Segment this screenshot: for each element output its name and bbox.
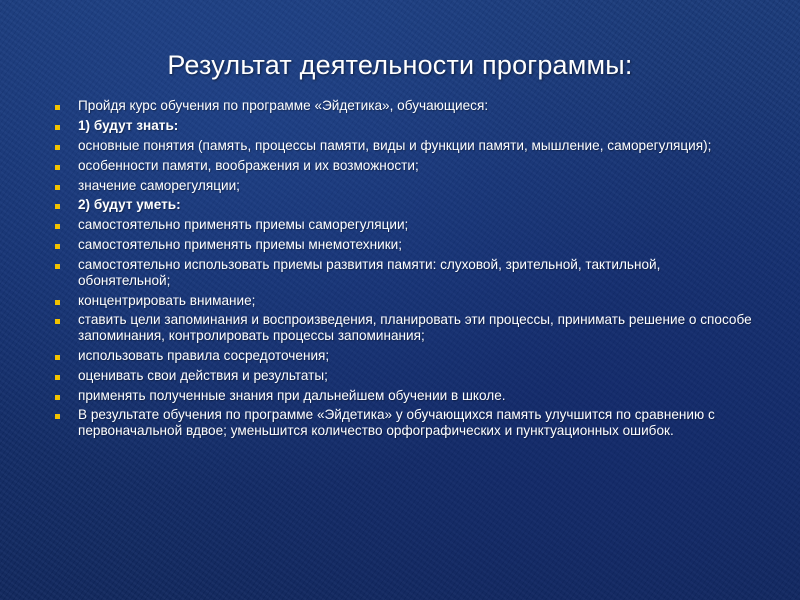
list-item [54, 178, 754, 194]
bullet-icon [55, 355, 60, 360]
list-item-text: ставить цели запоминания и воспроизведения, планировать эти процессы, принимать решение о способе запоминания, контролировать процессы запоминания; [78, 312, 752, 343]
bullet-icon [55, 264, 60, 269]
list-item-text: самостоятельно использовать приемы развития памяти: слуховой, зрительной, тактильной, обонятельной; [78, 257, 661, 288]
list-item-text: Пройдя курс обучения по программе «Эйдетика», обучающиеся: [78, 98, 489, 113]
list-item [54, 388, 754, 404]
list-item [54, 348, 754, 364]
list-item [54, 217, 754, 233]
list-item [54, 237, 754, 253]
bullet-icon [55, 244, 60, 249]
list-item-text: оценивать свои действия и результаты; [78, 367, 328, 383]
list-item-text: особенности памяти, воображения и их возможности; [78, 157, 419, 173]
list-item [54, 293, 754, 309]
list-item-text: концентрировать внимание; [78, 292, 256, 308]
list-item-text: использовать правила сосредоточения; [78, 347, 330, 363]
bullet-icon [55, 375, 60, 380]
bullet-icon [55, 224, 60, 229]
list-item-text: самостоятельно применять приемы саморегуляции; [78, 217, 409, 233]
bullet-icon [55, 204, 60, 209]
bullet-icon [55, 105, 60, 110]
list-item [54, 197, 754, 213]
list-item [54, 118, 754, 134]
bullet-icon [55, 165, 60, 170]
list-item-text: применять полученные знания при дальнейшем обучении в школе. [78, 387, 506, 403]
bullet-icon [55, 395, 60, 400]
list-item [54, 312, 754, 343]
list-item-text: 1) будут знать: [78, 117, 179, 133]
slide-title: Результат деятельности программы: [167, 50, 633, 80]
bullet-icon [55, 300, 60, 305]
list-item [54, 257, 754, 288]
list-item [54, 368, 754, 384]
list-item-text: самостоятельно применять приемы мнемотехники; [78, 237, 403, 253]
list-item [54, 98, 754, 114]
bullet-icon [55, 185, 60, 190]
list-item [54, 158, 754, 174]
list-item-text: основные понятия (память, процессы памяти, виды и функции памяти, мышление, саморегуляция); [78, 137, 712, 153]
list-item [54, 407, 754, 438]
bullet-list [54, 98, 754, 443]
bullet-icon [55, 125, 60, 130]
bullet-icon [55, 145, 60, 150]
bullet-icon [55, 414, 60, 419]
list-item [54, 138, 754, 154]
list-item-text: значение саморегуляции; [78, 177, 240, 193]
list-item-text: 2) будут уметь: [78, 197, 181, 213]
list-item-text: В результате обучения по программе «Эйдетика» у обучающихся память улучшится по сравнению с первоначальной вдвое; уменьшится количество орфографических и пунктуационных ошибок. [78, 407, 715, 438]
bullet-icon [55, 319, 60, 324]
